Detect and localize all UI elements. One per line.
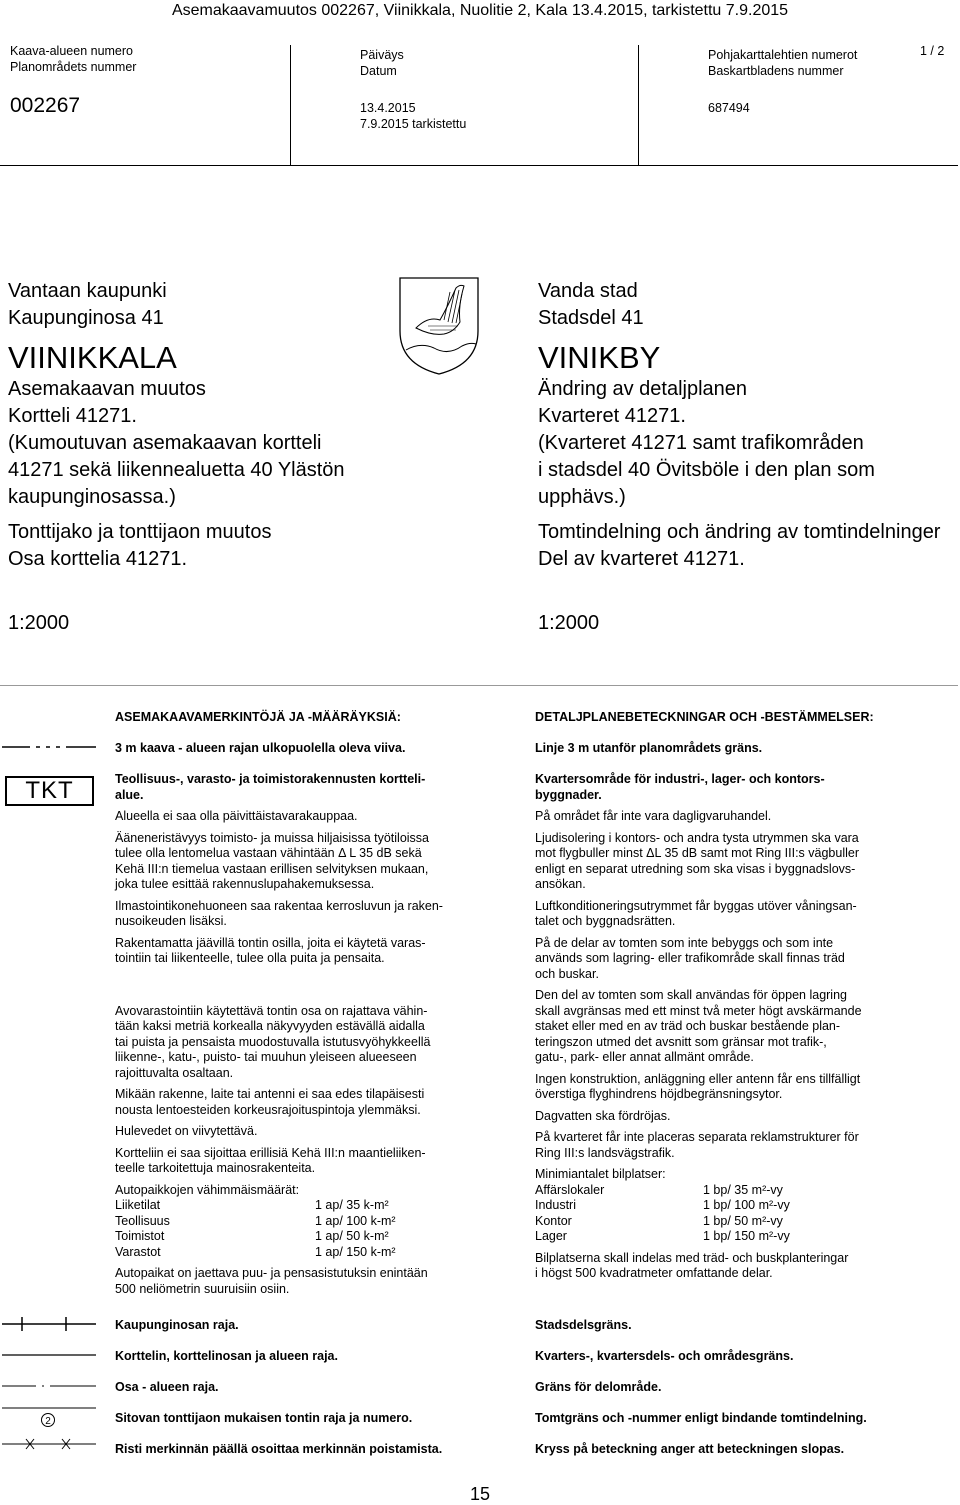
p5-sv-4: gatu-, park- eller annat allmänt område. <box>535 1050 754 1064</box>
parking-sv-type: Lager <box>535 1229 567 1243</box>
header-divider-1 <box>290 45 291 165</box>
area-label-fi: Kaava-alueen numero <box>10 44 133 58</box>
p7-fi-0: Hulevedet on viivytettävä. <box>115 1124 258 1138</box>
p6-fi-0: Mikään rakenne, laite tai antenni ei saa edes tilapäisesti <box>115 1087 425 1101</box>
date-labels <box>360 47 404 79</box>
scale-sv: 1:2000 <box>538 612 600 634</box>
table-row <box>535 1229 790 1245</box>
parking-sv-ratio: 1 bp/ 150 m²-vy <box>703 1229 790 1243</box>
row1-sv: Linje 3 m utanför planområdets gräns. <box>535 741 763 755</box>
parking-fi-type: Toimistot <box>115 1229 165 1243</box>
legend-text-fi <box>115 772 510 1297</box>
p1-fi-0: Alueella ei saa olla päivittäistavarakauppaa. <box>115 809 358 823</box>
p4-sv-1: används som lagring- eller trafikområde skall finnas träd <box>535 951 845 965</box>
map-label-sv: Baskartbladens nummer <box>708 64 844 78</box>
s5-sv: Kryss på beteckning anger att beteckningen slopas. <box>535 1442 845 1456</box>
s3-fi: Osa - alueen raja. <box>115 1380 219 1394</box>
document-title: Asemakaavamuutos 002267, Viinikkala, Nuolitie 2, Kala 13.4.2015, tarkistettu 7.9.2015 <box>171 2 789 19</box>
desc-fi-4: kaupunginosassa.) <box>8 486 176 508</box>
p3-fi-1: nusoikeuden lisäksi. <box>115 914 227 928</box>
desc-sv-0: Ändring av detaljplanen <box>538 378 748 400</box>
tkt-fi-1: alue. <box>115 787 144 802</box>
date-label-sv: Datum <box>360 64 397 78</box>
parking-sv-ratio: 1 bp/ 35 m²-vy <box>703 1182 783 1197</box>
p4-fi-1: tointiin tai liikenteelle, tulee olla puita ja pensaita. <box>115 951 385 965</box>
parking-fi-type: Varastot <box>115 1244 161 1259</box>
p2-sv-1: mot flygbuller minst ΔL 35 dB samt mot Ring III:s vägbuller <box>535 846 859 860</box>
desc2-fi-0: Tonttijako ja tonttijaon muutos <box>8 521 272 543</box>
p5-fi-1: tään kaksi metriä korkealla näkyvyyden estävällä aidalla <box>115 1019 425 1033</box>
p2-sv-2: enligt en separat utredning som ska visas i byggnadslovs- <box>535 861 856 876</box>
desc-fi-2: (Kumoutuvan asemakaavan kortteli <box>8 432 322 454</box>
date-label-fi: Päiväys <box>360 48 404 62</box>
table-row <box>535 1214 790 1230</box>
s2-fi: Korttelin, korttelinosan ja alueen raja. <box>115 1349 338 1363</box>
table-row <box>535 1198 790 1214</box>
p8-fi-1: teelle tarkoitettuja mainosrakenteita. <box>115 1161 316 1175</box>
block-boundary-icon <box>0 1348 100 1362</box>
p8-fi-0: Kortteliin ei saa sijoittaa erillisiä Kehä III:n maantieliiken- <box>115 1145 426 1160</box>
s5-fi: Risti merkinnän päällä osoittaa merkinnän poistamista. <box>115 1442 443 1456</box>
area-label-sv: Planområdets nummer <box>10 60 137 74</box>
city-fi: Vantaan kaupunki <box>8 280 167 302</box>
p4-fi-0: Rakentamatta jäävillä tontin osilla, joita ei käytetä varas- <box>115 935 426 950</box>
p3-sv-1: talet och byggnadsrätten. <box>535 914 676 928</box>
district-boundary-icon <box>0 1314 100 1334</box>
parking-sv-ratio: 1 bp/ 50 m²-vy <box>703 1213 783 1228</box>
city-sv: Vanda stad <box>538 280 638 302</box>
desc-sv-2: (Kvarteret 41271 samt trafikområden <box>538 432 864 454</box>
tkt-zone-symbol: TKT <box>5 776 94 806</box>
name-fi: VIINIKKALA <box>8 340 177 375</box>
p4-sv-2: och buskar. <box>535 966 599 981</box>
tkt-sv-0: Kvartersområde för industri-, lager- och kontors- <box>535 772 825 786</box>
p2-fi-1: tulee olla lentomelua vastaan vähintään Δ L 35 dB sekä <box>115 846 422 860</box>
s2-sv: Kvarters-, kvartersdels- och områdesgräns. <box>535 1349 794 1363</box>
plot-boundary-icon <box>0 1402 100 1428</box>
page-of: 1 / 2 <box>920 44 945 58</box>
scale-fi: 1:2000 <box>8 612 70 634</box>
p5-fi-3: liikenne-, katu-, puisto- tai muuhun yleiseen alueeseen <box>115 1050 417 1064</box>
legend-head-sv: DETALJPLANEBETECKNINGAR OCH -BESTÄMMELSER: <box>535 710 874 724</box>
p9-sv-0: Bilplatserna skall indelas med träd- och buskplanteringar <box>535 1250 849 1265</box>
removal-cross-icon <box>0 1434 100 1454</box>
desc-fi-1: Kortteli 41271. <box>8 405 137 427</box>
dates <box>360 100 466 132</box>
desc-fi-3: 41271 sekä liikennealuetta 40 Ylästön <box>8 459 345 481</box>
parking-fi-ratio: 1 ap/ 100 k-m² <box>315 1213 396 1228</box>
s1-fi: Kaupunginosan raja. <box>115 1318 239 1332</box>
p5-fi-2: tai puista ja pensaista muodostuvalla istutusvyöhykkeellä <box>115 1034 431 1049</box>
coat-of-arms-icon <box>398 276 480 376</box>
p9-fi-1: 500 neliömetrin suuruisiin osiin. <box>115 1281 290 1296</box>
s4-fi: Sitovan tonttijaon mukaisen tontin raja ja numero. <box>115 1411 413 1425</box>
p3-sv-0: Luftkonditioneringsutrymmet får byggas utöver våningsan- <box>535 898 857 913</box>
p5-fi-4: rajoittuvalta osaltaan. <box>115 1065 234 1080</box>
p2-sv-3: ansökan. <box>535 877 586 891</box>
page-number: 15 <box>469 1484 491 1504</box>
parking-sv-type: Kontor <box>535 1213 572 1228</box>
parking-sv-type: Affärslokaler <box>535 1182 605 1197</box>
p6-sv-0: Ingen konstruktion, anläggning eller antenn får ens tillfälligt <box>535 1071 861 1086</box>
desc-fi-0: Asemakaavan muutos <box>8 378 206 400</box>
parking-fi-type: Teollisuus <box>115 1213 170 1228</box>
header-bottom-rule <box>0 165 958 166</box>
date-value: 13.4.2015 <box>360 101 416 115</box>
p5-sv-0: Den del av tomten som skall användas för öppen lagring <box>535 988 847 1002</box>
district-fi: Kaupunginosa 41 <box>8 307 164 329</box>
p6-sv-1: överstiga flyghindrens höjdbegränsningsytor. <box>535 1087 783 1101</box>
parking-fi-type: Liiketilat <box>115 1198 161 1212</box>
p2-sv-0: Ljudisolering i kontors- och andra tysta utrymmen ska vara <box>535 830 859 845</box>
table-row <box>115 1229 396 1245</box>
title-block-fi <box>8 278 398 573</box>
name-sv: VINIKBY <box>538 340 661 375</box>
p5-fi-0: Avovarastointiin käytettävä tontin osa on rajattava vähin- <box>115 1003 428 1018</box>
tkt-sv-1: byggnader. <box>535 787 602 802</box>
area-number: 002267 <box>10 94 81 117</box>
desc-sv-1: Kvarteret 41271. <box>538 405 686 427</box>
parking-fi-ratio: 1 ap/ 35 k-m² <box>315 1198 389 1212</box>
p7-sv-0: Dagvatten ska fördröjas. <box>535 1108 671 1123</box>
desc2-sv-1: Del av kvarteret 41271. <box>538 548 745 570</box>
s4-sv: Tomtgräns och -nummer enligt bindande tomtindelning. <box>535 1411 867 1425</box>
plot-number-text: 2 <box>45 1416 51 1427</box>
table-row <box>115 1245 396 1261</box>
p9-fi-0: Autopaikat on jaettava puu- ja pensasistutuksin enintään <box>115 1266 428 1280</box>
table-row <box>115 1198 396 1214</box>
table-row <box>115 1214 396 1230</box>
p8-sv-0: På kvarteret får inte placeras separata reklamstrukturer för <box>535 1130 859 1144</box>
parking-fi-ratio: 1 ap/ 150 k-m² <box>315 1244 396 1259</box>
desc-sv-4: upphävs.) <box>538 486 626 508</box>
p8-sv-1: Ring III:s landsvägstrafik. <box>535 1145 675 1160</box>
p5-sv-2: staket eller med en av träd och buskar bestående plan- <box>535 1019 841 1033</box>
s3-sv: Gräns för delområde. <box>535 1380 662 1394</box>
p2-fi-2: Kehä III:n tiemelua vastaan erillisen selvityksen mukaan, <box>115 861 429 876</box>
parking-fi-table <box>115 1198 396 1260</box>
p9-sv-1: i högst 500 kvadratmeter omfattande delar. <box>535 1266 773 1280</box>
parking-sv-type: Industri <box>535 1198 576 1212</box>
p5-sv-3: teringszon utmed det avsnitt som gränsar mot trafik-, <box>535 1034 827 1049</box>
p1-sv-0: På området får inte vara dagligvaruhandel. <box>535 809 772 823</box>
boundary-3m-line-icon <box>0 740 100 754</box>
desc2-fi-1: Osa korttelia 41271. <box>8 548 187 570</box>
table-row <box>535 1183 790 1199</box>
parking-fi-title: Autopaikkojen vähimmäismäärät: <box>115 1182 300 1197</box>
area-number-labels <box>10 43 136 75</box>
title-block-sv <box>538 278 958 573</box>
p6-fi-1: nousta lentoesteiden korkeusrajoituspintoja ylemmäksi. <box>115 1102 421 1117</box>
subarea-boundary-icon <box>0 1379 100 1393</box>
parking-fi-ratio: 1 ap/ 50 k-m² <box>315 1229 389 1243</box>
desc2-sv-0: Tomtindelning och ändring av tomtindelninger <box>538 521 941 543</box>
p2-fi-3: joka tulee esittää rakennuslupahakemuksessa. <box>115 877 375 891</box>
parking-sv-title: Minimiantalet bilplatser: <box>535 1167 666 1181</box>
parking-sv-ratio: 1 bp/ 100 m²-vy <box>703 1198 790 1212</box>
legend-head-fi: ASEMAKAAVAMERKINTÖJÄ JA -MÄÄRÄYKSIÄ: <box>115 710 401 724</box>
desc-sv-3: i stadsdel 40 Övitsböle i den plan som <box>538 459 875 481</box>
s1-sv: Stadsdelsgräns. <box>535 1318 632 1332</box>
row1-fi: 3 m kaava - alueen rajan ulkopuolella oleva viiva. <box>115 741 406 755</box>
tkt-fi-0: Teollisuus-, varasto- ja toimistorakennusten kortteli- <box>115 772 426 786</box>
p5-sv-1: skall avgränsas med ett minst två meter högt avskärmande <box>535 1003 862 1018</box>
legend-text-sv <box>535 772 955 1282</box>
p4-sv-0: På de delar av tomten som inte bebyggs och som inte <box>535 935 834 950</box>
map-labels <box>708 47 857 79</box>
legend-top-rule <box>0 685 958 686</box>
p2-fi-0: Ääneneristävyys toimisto- ja muissa hiljaisissa työtiloissa <box>115 830 430 845</box>
map-label-fi: Pohjakarttalehtien numerot <box>708 48 858 62</box>
header-divider-2 <box>638 45 639 165</box>
district-sv: Stadsdel 41 <box>538 307 644 329</box>
map-number: 687494 <box>708 101 750 115</box>
p3-fi-0: Ilmastointikonehuoneen saa rakentaa kerrosluvun ja raken- <box>115 898 443 913</box>
parking-sv-table <box>535 1183 790 1245</box>
date-checked: 7.9.2015 tarkistettu <box>360 117 467 131</box>
